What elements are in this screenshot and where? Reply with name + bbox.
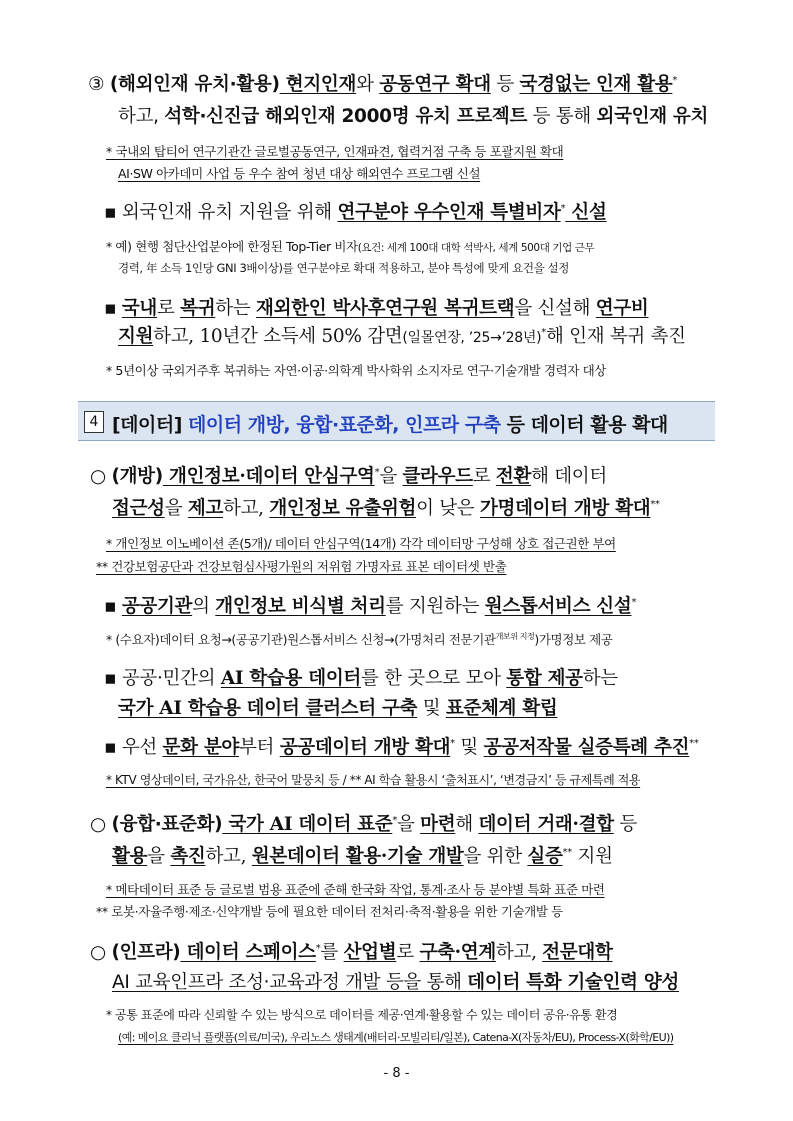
text-segment: 를 한 곳으로 모아 [360,668,507,689]
text-segment: 지원 [118,326,154,347]
text-segment: 외국인재 유치 [596,106,709,127]
footnote-mark: * [631,596,637,608]
text-segment: 하고, 10년간 소득세 50% 감면 [153,326,403,347]
infra-line2 [112,968,679,994]
text-segment: 데이터 스페이스 [180,942,316,963]
text-segment: * KTV 영상데이터, 국가유산, 한국어 말뭉치 등 / ** AI 학습 활용시 ‘출처표시’, ‘변경금지’ 등 규제특례 적용 [106,773,641,787]
text-segment: 지원 [571,846,613,867]
para3-line1 [88,70,677,96]
bullet-onestop [104,592,636,618]
text-segment: 을 [379,466,403,487]
text-segment: 공공기관 [121,596,193,617]
footnote [106,1006,617,1023]
text-segment: 구축·연계 [419,942,496,963]
text-segment: ▪ [104,596,122,617]
text-segment: )가명정보 제공 [534,632,613,647]
text-segment: 등 [613,814,637,835]
text-segment: 을 신설해 [514,298,596,319]
footnote-mark: * [672,74,678,86]
text-segment: ▪ [104,298,122,319]
text-segment: * 5년이상 국외거주후 복귀하는 자연·이공·의학계 박사학위 소지자로 연구·기술개발 경력자 대상 [106,363,606,378]
footnote-mark: ** [562,846,572,858]
text-segment: 전문대학 [542,942,613,963]
text-segment: 을 위한 [463,846,528,867]
footnote [106,630,612,648]
bullet-return-track-line2 [118,322,686,348]
text-segment: 이 낮은 [416,498,480,519]
footnote-mark: ** [689,737,699,749]
text-segment: 문화 분야 [162,737,239,758]
text-segment: 국경없는 인재 활용 [519,74,673,95]
text-segment: 하는 [215,298,257,319]
text-segment: 가명데이터 개방 확대 [479,498,651,519]
bullet-culture [104,733,699,759]
text-segment: 해 [455,814,479,835]
text-segment: 하고, [205,846,252,867]
footnote [106,880,605,898]
footnote [106,771,640,788]
text-segment: 개인정보 비식별 처리 [215,596,386,617]
footnote-mark: * [541,326,546,338]
text-segment: AI 학습용 데이터 [220,668,361,689]
text-segment: 연구분야 우수인재 특별비자 [337,202,561,223]
text-segment: 통합 제공 [506,668,583,689]
text-segment: 국내 [121,298,157,319]
text-segment: 현지인재 [279,74,357,95]
text-segment: 산업별 [343,942,397,963]
text-segment: 국가 AI 데이터 표준 [222,814,393,835]
text-segment: 및 [417,698,446,719]
text-segment: 및 [454,737,484,758]
text-segment: 클라우드 [402,466,473,487]
text-segment: * 공통 표준에 따라 신뢰할 수 있는 방식으로 데이터를 제공·연계·활용할 수 있는 데이터 공유·유통 환경 [106,1008,618,1022]
text-segment: 로 [156,298,181,319]
fusion-line2 [112,842,613,868]
text-segment: (융합·표준화) [111,814,223,835]
text-segment: 전환 [495,466,532,487]
text-segment: AI 교육인프라 조성·교육과정 개발 등을 통해 [112,972,468,993]
text-segment: 해 인재 복귀 촉진 [545,326,686,347]
text-segment: 데이터 특화 기술인력 양성 [467,972,680,993]
text-segment: 의 [192,596,216,617]
text-segment: 촉진 [170,846,206,867]
bullet-ai-data-line2 [118,694,557,720]
open-line1 [90,462,607,488]
text-segment: 실증 [527,846,563,867]
text-segment: ** 로봇·자율주행·제조·신약개발 등에 필요한 데이터 전처리·축적·활용을 위한 기술개발 등 [96,904,563,919]
text-segment: 활용 [112,846,148,867]
text-segment: 원본데이터 활용·기술 개발 [251,846,464,867]
footnote [118,1029,673,1045]
text-segment: ○ [90,942,112,963]
bullet-ai-data-line1 [104,664,618,690]
text-segment: 해 데이터 [531,466,607,487]
text-segment: (요건: 세계 100대 대학 석박사, 세계 500대 기업 근무 [357,242,595,254]
footnote-mark: * [560,202,566,214]
footnote-mark: * [392,814,398,826]
text-segment: 하고, [223,498,270,519]
text-segment: 제고 [187,498,224,519]
text-segment: 재외한인 박사후연구원 복귀트랙 [256,298,515,319]
text-segment: 로 [396,942,420,963]
text-segment: 하고, [495,942,543,963]
bullet-special-visa [104,198,607,224]
text-segment: 로 [472,466,496,487]
text-segment: ▪ 외국인재 유치 지원을 위해 [104,202,338,223]
text-segment: 를 지원하는 [385,596,485,617]
footnote-mark: * [450,737,455,749]
text-segment: 표준체계 확립 [445,698,558,719]
text-segment: 연구비 [595,298,649,319]
text-segment: 접근성 [112,498,165,519]
bullet-return-track-line1 [104,294,648,320]
footnote [106,534,616,552]
infra-line1 [90,938,613,964]
text-segment: 개인정보 유출위험 [269,498,417,519]
text-segment: 개보위 지정 [495,631,535,641]
text-segment: * 개인정보 이노베이션 존(5개)/ 데이터 안심구역(14개) 각각 데이터망 구성해 상호 접근권한 부여 [106,536,616,551]
text-segment: (개방) [111,466,163,487]
text-segment: * (수요자)데이터 요청→(공공기관)원스톱서비스 신청→(가명처리 전문기관 [106,632,496,647]
text-segment: (인프라) [111,942,181,963]
text-segment: 국가 AI 학습용 데이터 클러스터 구축 [118,698,418,719]
text-segment: (일몰연장, ’25→’28년) [402,330,542,346]
footnote [106,361,606,379]
text-segment: 등 통해 [527,106,597,127]
footnote [106,237,594,255]
text-segment: 하고, [118,106,165,127]
text-segment: 공공데이터 개방 확대 [279,737,451,758]
footnote [118,164,480,182]
text-segment: 등 데이터 활용 확대 [500,414,668,436]
footnote [96,557,506,575]
text-segment: 공공저작물 실증특례 추진 [483,737,690,758]
text-segment: 부터 [238,737,280,758]
text-segment: 등 [490,74,520,95]
text-segment: 경력, 年 소득 1인당 GNI 3배이상)를 연구분야로 확대 적용하고, 분야 특성에 맞게 요건을 설정 [118,261,569,275]
footnote-mark: ** [650,498,660,510]
section-title [112,410,668,437]
footnote [96,902,563,920]
text-segment: 복귀 [180,298,216,319]
text-segment: 을 [397,814,421,835]
para3-heading: (해외인재 유치·활용) [109,74,280,95]
text-segment: 을 [147,846,171,867]
text-segment: 을 [164,498,188,519]
footnote-mark: * [374,466,380,478]
text-segment: 원스톱서비스 신설 [484,596,632,617]
section-header [78,401,715,441]
text-segment: 와 [356,74,380,95]
text-segment: ** 건강보험공단과 건강보험심사평가원의 저위험 가명자료 표본 데이터셋 반출 [96,559,507,574]
text-segment: * 메타데이터 표준 등 글로벌 범용 표준에 준해 한국화 작업, 통계·조사 등 분야별 특화 표준 마련 [106,882,605,897]
footnote [106,142,563,160]
text-segment: ▪ 우선 [104,737,163,758]
text-segment: 석학·신진급 해외인재 2000명 유치 프로젝트 [164,106,528,127]
text-segment: ○ [90,814,112,835]
text-segment: [데이터] [112,414,189,436]
text-segment: 마련 [420,814,456,835]
text-segment: 공동연구 확대 [379,74,491,95]
text-segment: 개인정보·데이터 안심구역 [162,466,375,487]
section-number-box: 4 [84,411,104,433]
text-segment: ▪ 공공·민간의 [104,668,221,689]
text-segment: 데이터 거래·결합 [478,814,614,835]
text-segment: (예: 메이요 클리닉 플랫폼(의료/미국), 우리노스 생태계(배터리·모빌리티/일본), Catena-X(자동차/EU), Process-X(화학/EU)) [118,1031,674,1044]
text-segment: * 예) 현행 첨단산업분야에 한정된 Top-Tier 비자 [106,239,358,254]
open-line2 [112,494,660,520]
para3-line2 [118,102,708,128]
fusion-line1 [90,810,637,836]
footnote [118,260,569,276]
circled-number: ③ [88,74,110,95]
text-segment: * 국내외 탑티어 연구기관간 글로벌공동연구, 인재파견, 협력거점 구축 등 포괄지원 확대 [106,144,564,159]
page-number: - 8 - [383,1066,410,1081]
text-segment: 를 [320,942,344,963]
footnote-mark: * [315,942,321,954]
text-segment: 하는 [582,668,618,689]
text-segment: 신설 [565,202,607,223]
text-segment: 데이터 개방, 융합·표준화, 인프라 구축 [188,414,501,436]
text-segment: AI·SW 아카데미 사업 등 우수 참여 청년 대상 해외연수 프로그램 신설 [118,166,481,181]
text-segment: ○ [90,466,112,487]
